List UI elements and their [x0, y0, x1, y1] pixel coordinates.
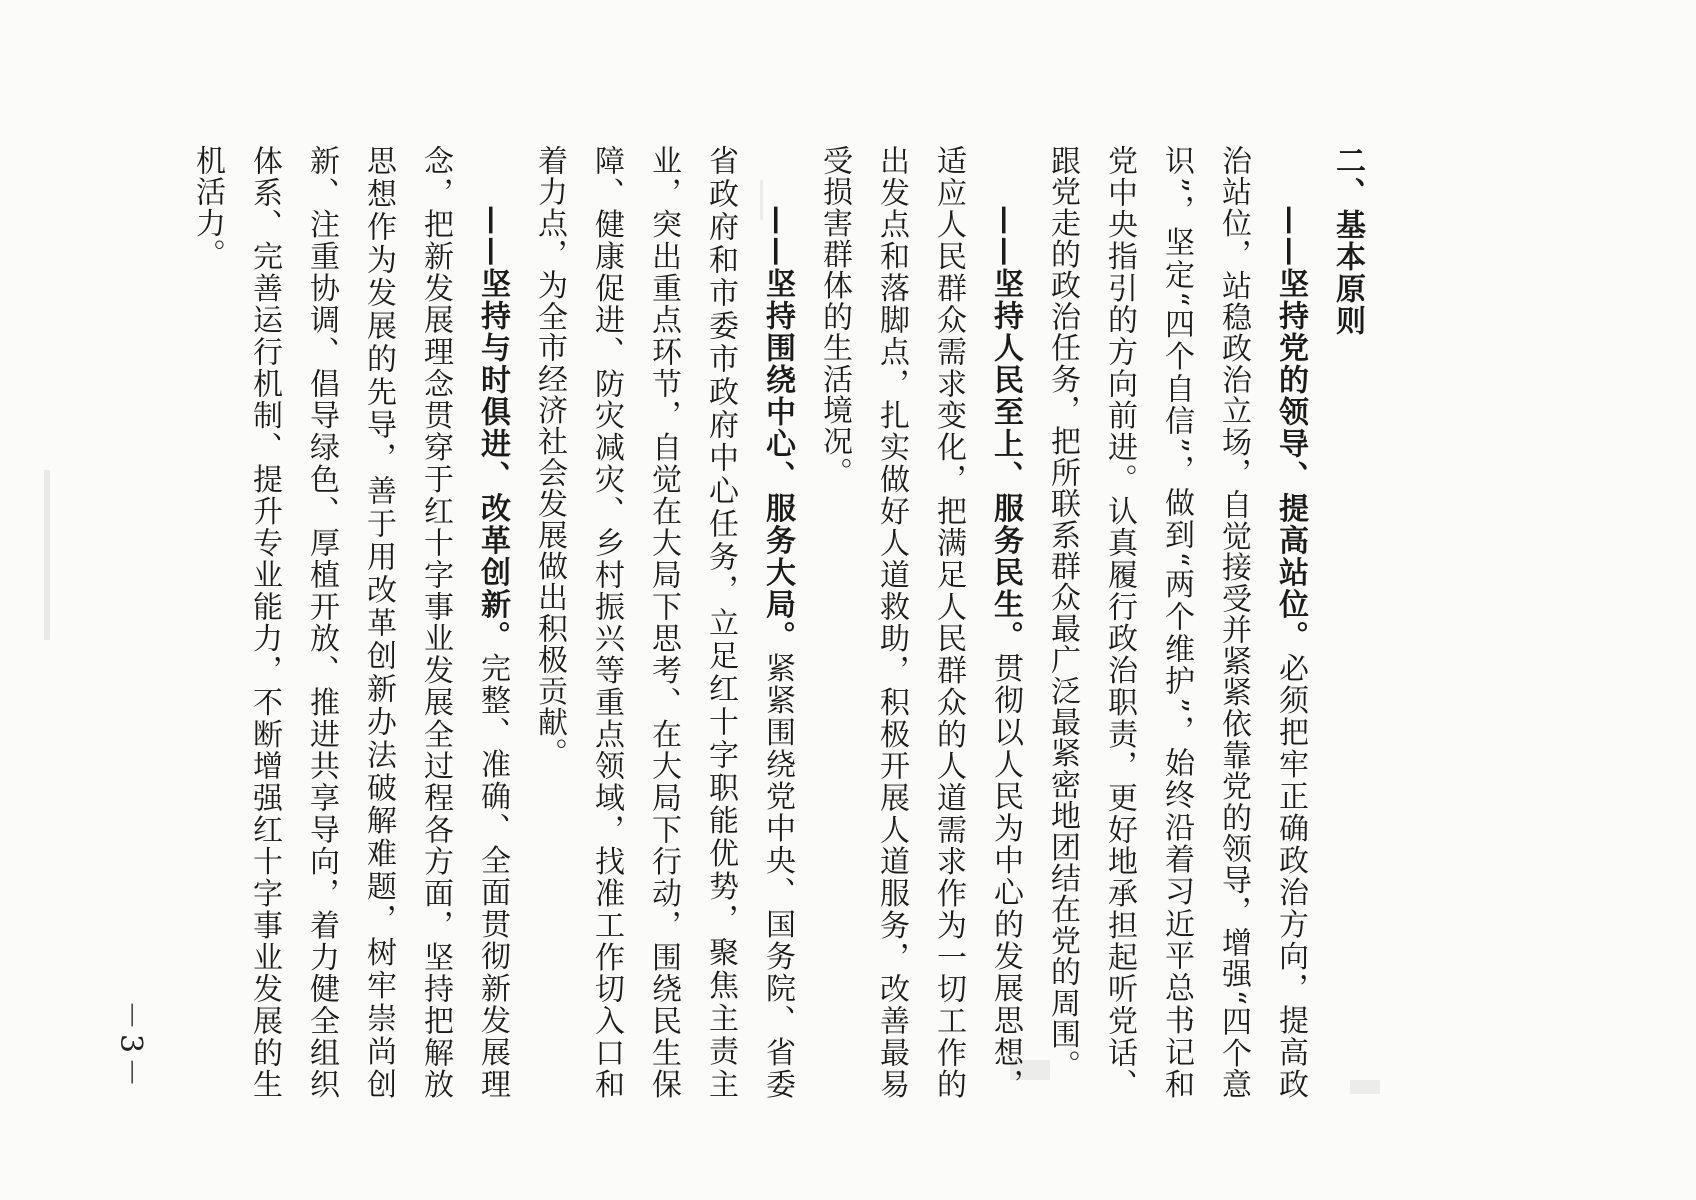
- principle-lead: ——坚持党的领导、提高站位。: [1273, 205, 1308, 653]
- principle-body: 贯彻以人民为中心的发展思想，适应人民群众需求变化，把满足人民群众的人道需求作为一切工作的出发点和落脚点，扎实做好人道救助，积极开展人道服务，改善最易受损害群体的生活境况。: [817, 145, 1023, 1100]
- principle-lead: ——坚持人民至上、服务民生。: [988, 205, 1023, 653]
- principle-paragraph: [1034, 145, 1319, 1100]
- principle-paragraph: [179, 145, 521, 1100]
- principle-paragraph: [806, 145, 1034, 1100]
- principle-body: 紧紧围绕党中央、国务院、省委省政府和市委市政府中心任务，立足红十字职能优势，聚焦主责主业，突出重点环节，自觉在大局下思考、在大局下行动，围绕民生保障、健康促进、防灾减灾、乡村振兴等重点领域，找准工作切入口和着力点，为全市经济社会发展做出积极贡献。: [532, 145, 795, 1100]
- principle-lead: ——坚持围绕中心、服务大局。: [760, 205, 795, 653]
- document-body: [179, 145, 1376, 1100]
- principle-body: 必须把牢正确政治方向，提高政治站位，站稳政治立场，自觉接受并紧紧依靠党的领导，增强“四个意识”，坚定“四个自信”，做到“两个维护”，始终沿着习近平总书记和党中央指引的方向前进。认真履行政治职责，更好地承担起听党话、跟党走的政治任务，把所联系群众最广泛最紧密地团结在党的周围。: [1045, 145, 1308, 1100]
- principle-body: 完整、准确、全面贯彻新发展理念，把新发展理念贯穿于红十字事业发展全过程各方面，坚持把解放思想作为发展的先导，善于用改革创新办法破解难题，树牢崇尚创新、注重协调、倡导绿色、厚植开放、推进共享导向，着力健全组织体系、完善运行机制、提升专业能力，不断增强红十字事业发展的生机活力。: [190, 145, 510, 1100]
- scan-mark: [44, 470, 50, 640]
- page-number: －3－: [113, 1000, 148, 1092]
- principle-paragraph: [521, 145, 806, 1100]
- section-heading: 二、基本原则: [1330, 145, 1365, 337]
- principle-lead: ——坚持与时俱进、改革创新。: [475, 205, 510, 653]
